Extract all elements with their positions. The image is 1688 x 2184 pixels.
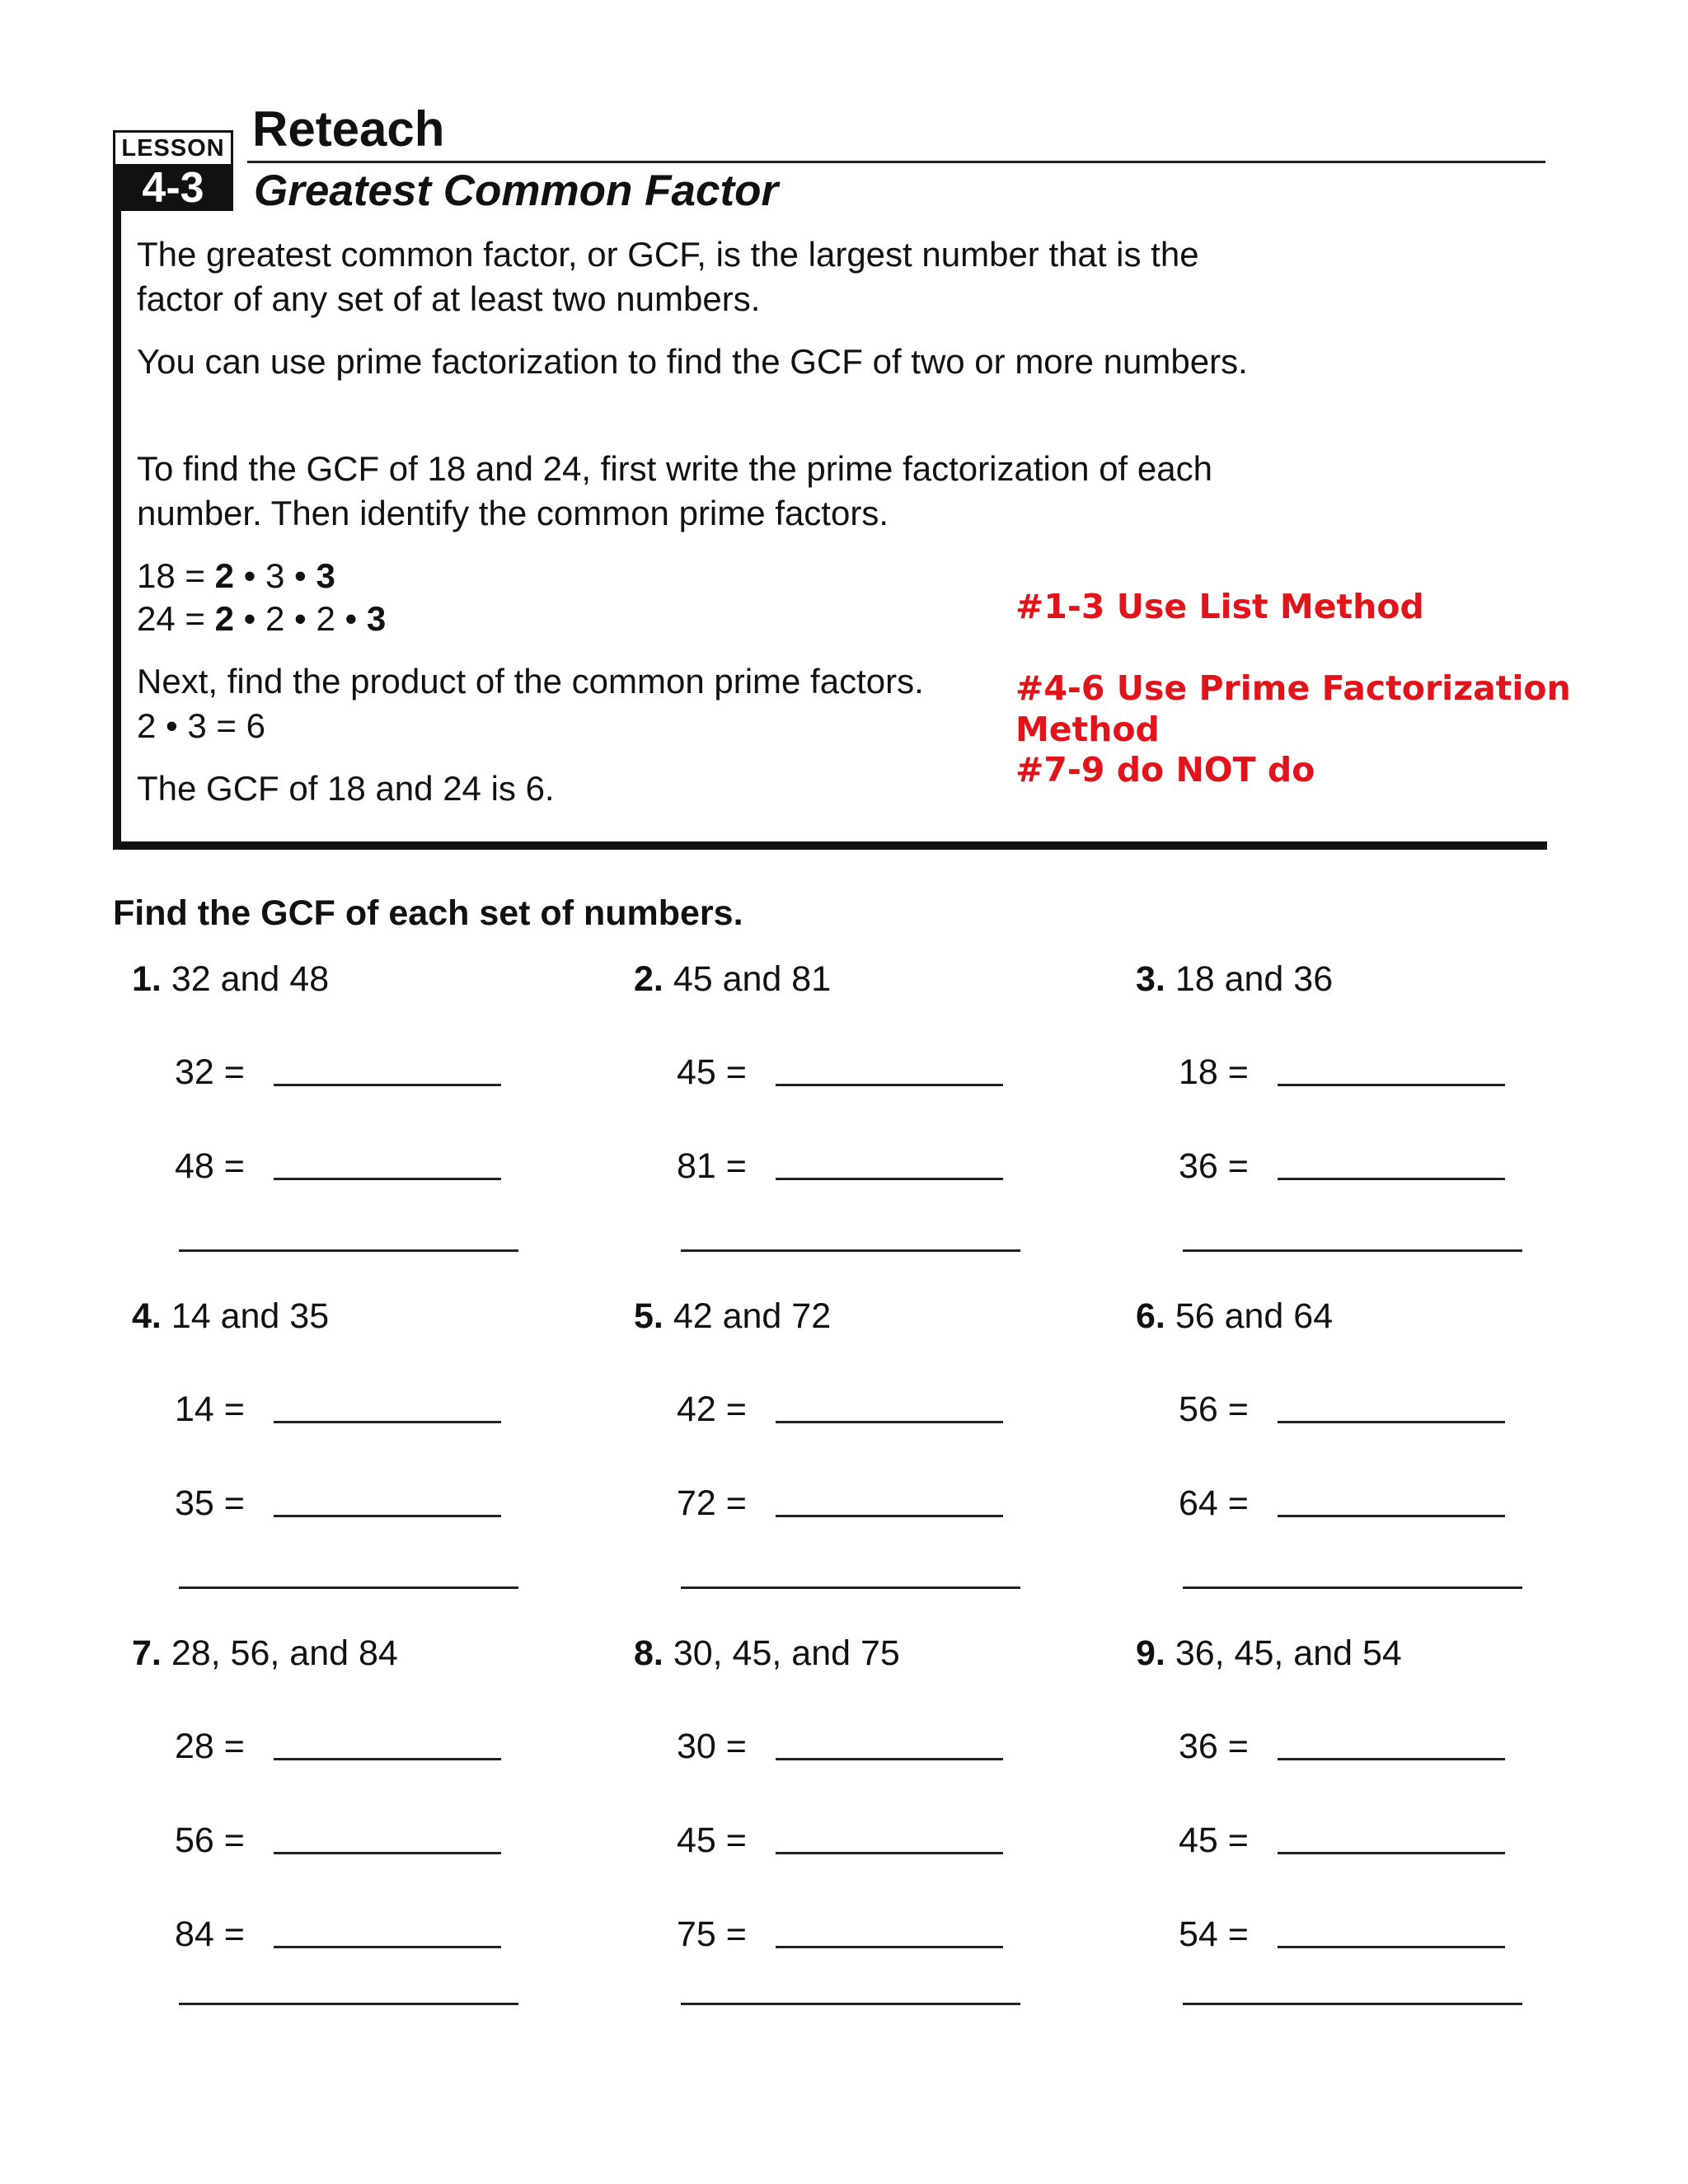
problem-heading (132, 1630, 398, 1676)
factorization-blank[interactable] (776, 1421, 1003, 1423)
problem-number: 3. (1136, 959, 1165, 999)
problem-heading (634, 1293, 831, 1339)
problem-number: 2. (634, 959, 663, 999)
note-list-method: #1-3 Use List Method (1015, 587, 1424, 626)
factorization-blank[interactable] (274, 1084, 501, 1086)
problem-text: 42 and 72 (673, 1296, 832, 1336)
bullet: • (294, 556, 307, 595)
gcf-answer-blank[interactable] (681, 1586, 1020, 1589)
note-do-not-do: #7-9 do NOT do (1015, 750, 1315, 790)
factorization-line (677, 1817, 1023, 1863)
factorization-blank[interactable] (274, 1946, 501, 1948)
problem-8 (615, 1630, 1076, 1960)
problem-heading (132, 1293, 329, 1339)
intro-paragraph-3: To find the GCF of 18 and 24, first write the prime factorization of each number. Then identify the common prime factors. (137, 449, 1212, 532)
factorization-line (1179, 1143, 1525, 1189)
factorization-label: 84 = (175, 1915, 245, 1954)
intro-paragraph-4: Next, find the product of the common prime factors. (137, 662, 924, 701)
problem-6 (1117, 1293, 1578, 1623)
gcf-answer-blank[interactable] (179, 1249, 518, 1252)
bullet: • (243, 599, 256, 638)
factorization-label: 18 = (1179, 1052, 1249, 1092)
gcf-answer-blank[interactable] (179, 2003, 518, 2005)
lesson-badge (113, 130, 233, 211)
factorization-blank[interactable] (1278, 1421, 1505, 1423)
problem-7 (113, 1630, 574, 1960)
factorization-blank[interactable] (776, 1758, 1003, 1760)
problem-text: 36, 45, and 54 (1175, 1633, 1402, 1673)
problem-text: 18 and 36 (1175, 959, 1334, 999)
note-prime-factorization-method: #4-6 Use Prime Factorization Method (1015, 668, 1571, 749)
factorization-label: 64 = (1179, 1483, 1249, 1523)
gcf-answer-blank[interactable] (681, 2003, 1020, 2005)
example-18-factor-c: 3 (316, 556, 335, 595)
factorization-blank[interactable] (274, 1421, 501, 1423)
factorization-label: 72 = (677, 1483, 747, 1523)
factorization-label: 54 = (1179, 1915, 1249, 1954)
factorization-line (175, 1480, 521, 1526)
problem-text: 56 and 64 (1175, 1296, 1334, 1336)
page-title: Reteach (252, 101, 445, 157)
factorization-blank[interactable] (1278, 1758, 1505, 1760)
example-18-lhs: 18 = (137, 556, 205, 595)
problem-text: 28, 56, and 84 (171, 1633, 398, 1673)
box-left-border (113, 211, 121, 850)
factorization-blank[interactable] (274, 1178, 501, 1180)
factorization-line (175, 1386, 521, 1432)
problem-heading (1136, 1630, 1402, 1676)
factorization-line (1179, 1480, 1525, 1526)
problem-number: 7. (132, 1633, 162, 1673)
factorization-label: 48 = (175, 1146, 245, 1186)
directions: Find the GCF of each set of numbers. (113, 893, 743, 933)
factorization-blank[interactable] (776, 1852, 1003, 1854)
intro-paragraph-1: The greatest common factor, or GCF, is the largest number that is the factor of any set of at least two numbers. (137, 235, 1199, 318)
factorization-line (1179, 1386, 1525, 1432)
problem-5 (615, 1293, 1076, 1623)
box-bottom-border (113, 841, 1547, 850)
factorization-label: 75 = (677, 1915, 747, 1954)
gcf-answer-blank[interactable] (681, 1249, 1020, 1252)
example-24-lhs: 24 = (137, 599, 205, 638)
page-subtitle: Greatest Common Factor (254, 166, 779, 215)
factorization-label: 32 = (175, 1052, 245, 1092)
problem-heading (634, 1630, 900, 1676)
factorization-blank[interactable] (1278, 1084, 1505, 1086)
factorization-line (677, 1386, 1023, 1432)
bullet: • (294, 599, 307, 638)
problem-3 (1117, 956, 1578, 1286)
lesson-number: 4-3 (142, 164, 204, 212)
problem-text: 45 and 81 (673, 959, 832, 999)
problem-1 (113, 956, 574, 1286)
bullet: • (345, 599, 358, 638)
factorization-label: 36 = (1179, 1146, 1249, 1186)
factorization-label: 56 = (175, 1821, 245, 1860)
factorization-label: 45 = (677, 1821, 747, 1860)
title-divider (247, 161, 1545, 163)
bullet: • (243, 556, 256, 595)
factorization-line (677, 1143, 1023, 1189)
factorization-label: 56 = (1179, 1390, 1249, 1429)
factorization-line (1179, 1723, 1525, 1769)
factorization-blank[interactable] (274, 1758, 501, 1760)
factorization-blank[interactable] (274, 1515, 501, 1517)
factorization-line (175, 1049, 521, 1095)
problem-heading (1136, 956, 1333, 1002)
factorization-line (1179, 1911, 1525, 1957)
example-24-factor-c: 2 (316, 599, 335, 638)
problem-text: 14 and 35 (171, 1296, 330, 1336)
factorization-label: 81 = (677, 1146, 747, 1186)
example-24-factor-d: 3 (366, 599, 387, 638)
problem-4 (113, 1293, 574, 1623)
factorization-line (175, 1723, 521, 1769)
factorization-blank[interactable] (776, 1084, 1003, 1086)
problem-number: 4. (132, 1296, 162, 1336)
problem-number: 6. (1136, 1296, 1165, 1336)
problem-number: 5. (634, 1296, 663, 1336)
factorization-line (175, 1143, 521, 1189)
example-24-factor-b: 2 (265, 599, 285, 638)
factorization-blank[interactable] (1278, 1515, 1505, 1517)
intro-paragraph-2: You can use prime factorization to find the GCF of two or more numbers. (137, 342, 1248, 381)
problem-number: 1. (132, 959, 162, 999)
problem-9 (1117, 1630, 1578, 1960)
problem-text: 30, 45, and 75 (673, 1633, 900, 1673)
factorization-blank[interactable] (1278, 1178, 1505, 1180)
example-18-factor-b: 3 (265, 556, 285, 595)
factorization-label: 14 = (175, 1390, 245, 1429)
factorization-label: 28 = (175, 1727, 245, 1766)
lesson-label: LESSON (115, 133, 231, 164)
intro-paragraph-5: The GCF of 18 and 24 is 6. (137, 769, 555, 808)
problem-heading (634, 956, 831, 1002)
factorization-blank[interactable] (1278, 1946, 1505, 1948)
factorization-blank[interactable] (776, 1946, 1003, 1948)
factorization-line (677, 1049, 1023, 1095)
gcf-answer-blank[interactable] (1183, 1249, 1522, 1252)
factorization-line (677, 1723, 1023, 1769)
factorization-line (175, 1817, 521, 1863)
gcf-answer-blank[interactable] (1183, 2003, 1522, 2005)
factorization-label: 36 = (1179, 1727, 1249, 1766)
factorization-label: 45 = (1179, 1821, 1249, 1860)
factorization-blank[interactable] (274, 1852, 501, 1854)
factorization-label: 42 = (677, 1390, 747, 1429)
factorization-label: 35 = (175, 1483, 245, 1523)
factorization-label: 45 = (677, 1052, 747, 1092)
gcf-answer-blank[interactable] (1183, 1586, 1522, 1589)
factorization-blank[interactable] (776, 1178, 1003, 1180)
problem-heading (132, 956, 329, 1002)
problem-2 (615, 956, 1076, 1286)
example-24-factor-a: 2 (214, 599, 234, 638)
intro-product-equation: 2 • 3 = 6 (137, 706, 265, 745)
factorization-label: 30 = (677, 1727, 747, 1766)
gcf-answer-blank[interactable] (179, 1586, 518, 1589)
problem-heading (1136, 1293, 1333, 1339)
example-18-factor-a: 2 (214, 556, 234, 595)
factorization-line (175, 1911, 521, 1957)
problem-number: 9. (1136, 1633, 1165, 1673)
factorization-line (677, 1911, 1023, 1957)
factorization-blank[interactable] (1278, 1852, 1505, 1854)
problem-number: 8. (634, 1633, 663, 1673)
factorization-line (1179, 1817, 1525, 1863)
factorization-blank[interactable] (776, 1515, 1003, 1517)
factorization-line (677, 1480, 1023, 1526)
factorization-line (1179, 1049, 1525, 1095)
problem-text: 32 and 48 (171, 959, 330, 999)
